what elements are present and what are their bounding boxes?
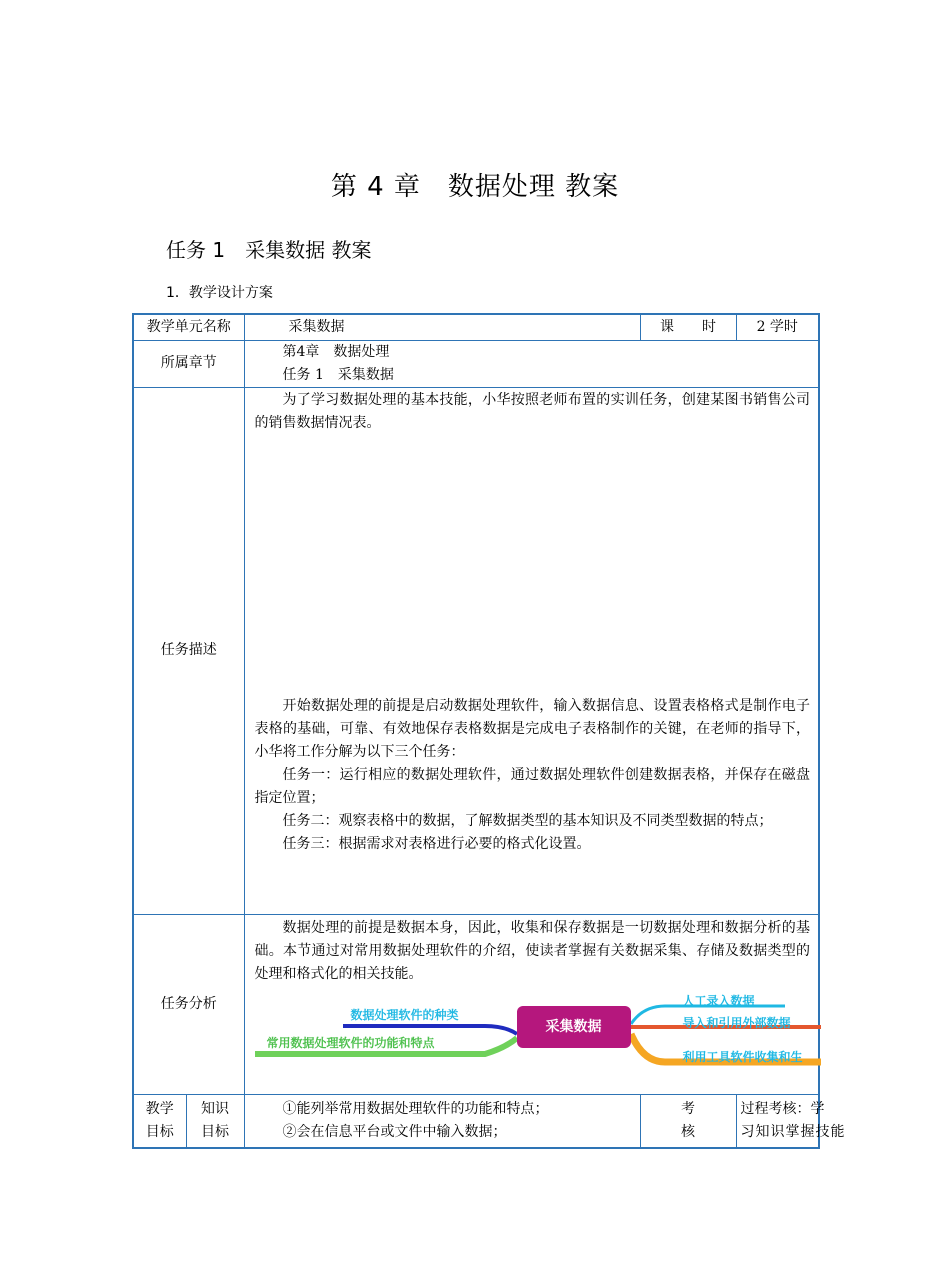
mindmap-diagram — [255, 993, 819, 1094]
goal-label-a — [133, 1094, 186, 1148]
task-analysis-content — [244, 914, 819, 1094]
goal-label-a-line2: 目标 — [145, 1123, 174, 1140]
assess-label — [640, 1094, 736, 1148]
teaching-plan-table — [132, 313, 846, 1149]
assess-content — [736, 1094, 846, 1148]
task-desc-para-1: 为了学习数据处理的基本技能，小华按照老师布置的实训任务，创建某图书销售公司的销售数据情况表。 — [254, 391, 810, 431]
row-unit-name — [133, 314, 819, 340]
unit-name-value: 采集数据 — [244, 314, 640, 340]
assess-label-line1: 考 — [681, 1100, 695, 1117]
goal-item-2: ②会在信息平台或文件中输入数据； — [282, 1123, 507, 1140]
task-title: 任务 1 采集数据 教案 — [166, 238, 372, 262]
task-analysis-para: 数据处理的前提是数据本身，因此，收集和保存数据是一切数据处理和数据分析的基础。本节通过对常用数据处理软件的介绍，使读者掌握有关数据采集、存储及数据类型的处理和格式化的相关技能。 — [254, 919, 810, 982]
mindmap-right-1: 人工录入数据 — [682, 993, 755, 1008]
unit-name-label: 教学单元名称 — [133, 314, 244, 340]
row-task-analysis — [133, 914, 819, 1094]
chapter-label: 所属章节 — [133, 340, 244, 387]
assess-line-1: 过程考核：学 — [740, 1100, 825, 1117]
chapter-title: 第 4 章 数据处理 教案 — [330, 172, 620, 202]
chapter-line-1: 第4章 数据处理 — [282, 343, 390, 360]
task-desc-label: 任务描述 — [133, 387, 244, 914]
goal-label-b-line1: 知识 — [201, 1100, 229, 1117]
chapter-line-2: 任务 1 采集数据 — [282, 366, 394, 383]
mindmap-center-node: 采集数据 — [517, 1006, 631, 1048]
goal-label-b-line2: 目标 — [201, 1123, 229, 1140]
mindmap-left-1: 数据处理软件的种类 — [350, 1007, 459, 1022]
section-heading: 1．教学设计方案 — [166, 285, 273, 301]
assess-line-2: 习知识掌握技能 — [740, 1123, 846, 1140]
assess-label-line2: 核 — [681, 1123, 695, 1140]
row-teaching-goals — [133, 1094, 819, 1148]
goal-item-1: ①能列举常用数据处理软件的功能和特点； — [282, 1100, 549, 1117]
task-desc-blank-space — [255, 435, 811, 695]
mindmap-right-3: 利用工具软件收集和生 — [682, 1049, 803, 1064]
goal-label-a-line1: 教学 — [145, 1100, 174, 1117]
mindmap-right-2: 导入和引用外部数据 — [682, 1015, 791, 1030]
mindmap-left-2: 常用数据处理软件的功能和特点 — [266, 1035, 435, 1050]
chapter-value — [244, 340, 819, 387]
hours-value: 2 学时 — [736, 314, 819, 340]
task-desc-item-2: 任务二：观察表格中的数据，了解数据类型的基本知识及不同类型数据的特点； — [282, 812, 773, 829]
task-desc-item-1: 任务一：运行相应的数据处理软件，通过数据处理软件创建数据表格，并保存在磁盘指定位置； — [254, 766, 810, 806]
knowledge-goals — [244, 1094, 640, 1148]
row-task-description — [133, 387, 819, 914]
row-chapter — [133, 340, 819, 387]
task-analysis-label: 任务分析 — [133, 914, 244, 1094]
task-desc-item-3: 任务三：根据需求对表格进行必要的格式化设置。 — [282, 835, 591, 852]
hours-label: 课 时 — [640, 314, 736, 340]
goal-label-b — [186, 1094, 244, 1148]
task-desc-content — [244, 387, 819, 914]
task-desc-para-2: 开始数据处理的前提是启动数据处理软件，输入数据信息、设置表格格式是制作电子表格的基础，可靠、有效地保存表格数据是完成电子表格制作的关键，在老师的指导下，小华将工作分解为以下三个任务： — [254, 697, 810, 760]
